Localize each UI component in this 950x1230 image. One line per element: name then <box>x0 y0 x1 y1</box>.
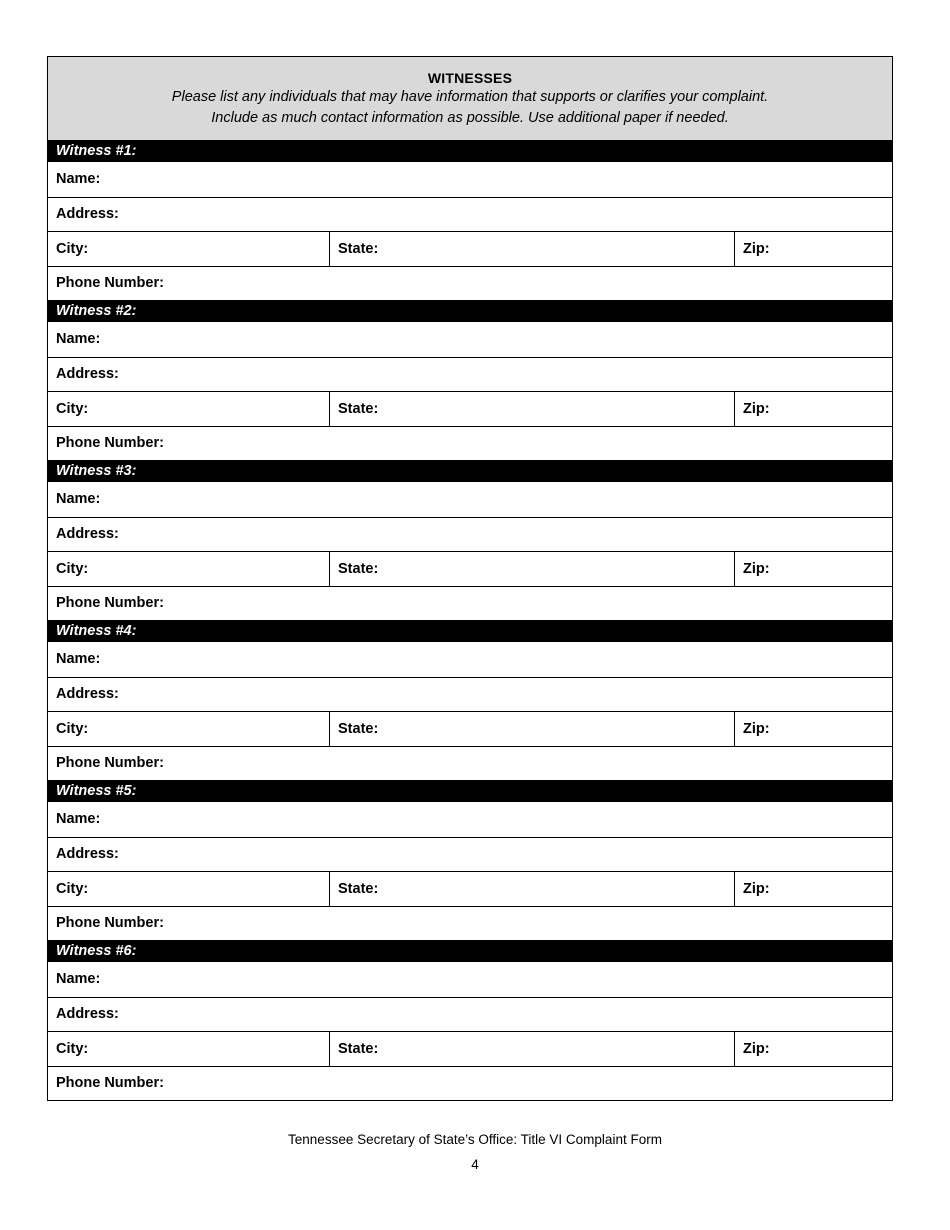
witness-1-city-field[interactable] <box>48 232 330 266</box>
witness-1-header: Witness #1: <box>48 140 892 162</box>
witness-4-location-row <box>48 711 892 746</box>
name-label: Name: <box>56 811 101 828</box>
city-label: City: <box>56 240 89 257</box>
phone-label: Phone Number: <box>56 595 164 612</box>
witness-5-city-field[interactable] <box>48 872 330 906</box>
witness-4-header: Witness #4: <box>48 620 892 642</box>
city-label: City: <box>56 1040 89 1057</box>
address-label: Address: <box>56 526 119 543</box>
state-label: State: <box>338 880 379 897</box>
witness-6-location-row <box>48 1031 892 1066</box>
zip-label: Zip: <box>743 720 770 737</box>
phone-label: Phone Number: <box>56 435 164 452</box>
witness-6-header: Witness #6: <box>48 940 892 962</box>
city-label: City: <box>56 400 89 417</box>
zip-label: Zip: <box>743 1040 770 1057</box>
witness-6-city-field[interactable] <box>48 1032 330 1066</box>
city-label: City: <box>56 720 89 737</box>
witness-2-address-row[interactable] <box>48 357 892 392</box>
witness-4-zip-field[interactable] <box>735 712 892 746</box>
witness-1-zip-field[interactable] <box>735 232 892 266</box>
witness-3-location-row <box>48 551 892 586</box>
city-label: City: <box>56 560 89 577</box>
section-title: WITNESSES <box>427 70 513 86</box>
witness-4-name-row[interactable] <box>48 642 892 677</box>
footer-form-name: Tennessee Secretary of State’s Office: Title VI Complaint Form <box>288 1132 662 1147</box>
instruction-line-1: Please list any individuals that may have information that supports or clarifies your complaint. <box>171 89 769 105</box>
witness-5-location-row <box>48 871 892 906</box>
witness-4-state-field[interactable] <box>330 712 735 746</box>
name-label: Name: <box>56 491 101 508</box>
phone-label: Phone Number: <box>56 1075 164 1092</box>
instruction-line-2: Include as much contact information as possible. Use additional paper if needed. <box>211 110 729 126</box>
zip-label: Zip: <box>743 560 770 577</box>
address-label: Address: <box>56 206 119 223</box>
witness-3-header: Witness #3: <box>48 460 892 482</box>
witness-4-phone-row[interactable] <box>48 746 892 781</box>
page-number: 4 <box>471 1157 479 1172</box>
witness-5-header: Witness #5: <box>48 780 892 802</box>
witness-5-name-row[interactable] <box>48 802 892 837</box>
state-label: State: <box>338 1040 379 1057</box>
state-label: State: <box>338 720 379 737</box>
address-label: Address: <box>56 1006 119 1023</box>
witness-4-address-row[interactable] <box>48 677 892 712</box>
witness-3-name-row[interactable] <box>48 482 892 517</box>
witness-2-name-row[interactable] <box>48 322 892 357</box>
zip-label: Zip: <box>743 400 770 417</box>
witness-5-zip-field[interactable] <box>735 872 892 906</box>
witness-6-phone-row[interactable] <box>48 1066 892 1101</box>
witness-1-state-field[interactable] <box>330 232 735 266</box>
witness-2-phone-row[interactable] <box>48 426 892 461</box>
witnesses-form <box>47 56 893 1101</box>
address-label: Address: <box>56 366 119 383</box>
witness-6-address-row[interactable] <box>48 997 892 1032</box>
state-label: State: <box>338 560 379 577</box>
witness-3-state-field[interactable] <box>330 552 735 586</box>
zip-label: Zip: <box>743 240 770 257</box>
witness-3-phone-row[interactable] <box>48 586 892 621</box>
witness-3-address-row[interactable] <box>48 517 892 552</box>
witness-1-location-row <box>48 231 892 266</box>
witness-5-address-row[interactable] <box>48 837 892 872</box>
witness-6-zip-field[interactable] <box>735 1032 892 1066</box>
state-label: State: <box>338 400 379 417</box>
witness-1-address-row[interactable] <box>48 197 892 232</box>
witness-5-state-field[interactable] <box>330 872 735 906</box>
phone-label: Phone Number: <box>56 755 164 772</box>
witness-4-city-field[interactable] <box>48 712 330 746</box>
city-label: City: <box>56 880 89 897</box>
phone-label: Phone Number: <box>56 275 164 292</box>
witness-1-name-row[interactable] <box>48 162 892 197</box>
zip-label: Zip: <box>743 880 770 897</box>
witness-5-phone-row[interactable] <box>48 906 892 941</box>
witness-2-city-field[interactable] <box>48 392 330 426</box>
witness-2-header: Witness #2: <box>48 300 892 322</box>
witness-2-zip-field[interactable] <box>735 392 892 426</box>
name-label: Name: <box>56 651 101 668</box>
witness-3-city-field[interactable] <box>48 552 330 586</box>
phone-label: Phone Number: <box>56 915 164 932</box>
name-label: Name: <box>56 971 101 988</box>
state-label: State: <box>338 240 379 257</box>
witness-3-zip-field[interactable] <box>735 552 892 586</box>
name-label: Name: <box>56 171 101 188</box>
witness-1-phone-row[interactable] <box>48 266 892 301</box>
witnesses-header <box>48 57 892 140</box>
address-label: Address: <box>56 686 119 703</box>
witness-6-state-field[interactable] <box>330 1032 735 1066</box>
witness-2-state-field[interactable] <box>330 392 735 426</box>
address-label: Address: <box>56 846 119 863</box>
witness-2-location-row <box>48 391 892 426</box>
witness-6-name-row[interactable] <box>48 962 892 997</box>
name-label: Name: <box>56 331 101 348</box>
